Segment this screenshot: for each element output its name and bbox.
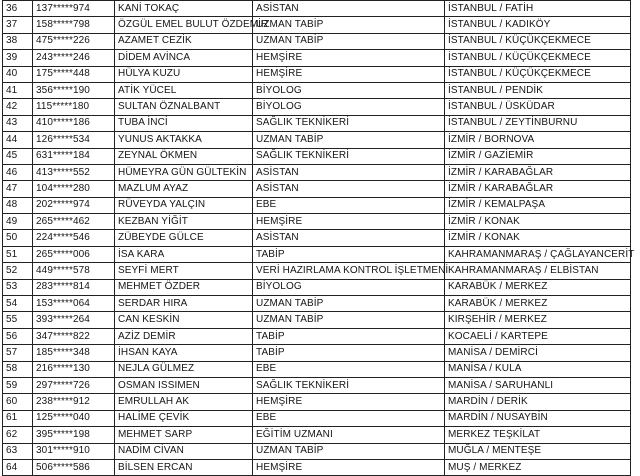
id-number-cell: 356*****190 — [33, 82, 115, 98]
personnel-table — [2, 0, 635, 476]
full-name-cell: KANİ TOKAÇ — [115, 1, 253, 17]
id-number-cell: 185*****348 — [33, 345, 115, 361]
row-number-cell: 58 — [3, 361, 33, 377]
location-cell: MARDİN / NUSAYBİN — [445, 410, 631, 426]
job-title-cell: HEMŞİRE — [253, 66, 445, 82]
id-number-cell: 158*****798 — [33, 17, 115, 33]
job-title-cell: EBE — [253, 197, 445, 213]
table-row — [3, 82, 631, 98]
location-cell: İSTANBUL / PENDİK — [445, 82, 631, 98]
table-row — [3, 50, 631, 66]
full-name-cell: DİDEM AVİNCA — [115, 50, 253, 66]
job-title-cell: SAĞLIK TEKNİKERİ — [253, 377, 445, 393]
row-number-cell: 40 — [3, 66, 33, 82]
location-cell: MUĞLA / MENTEŞE — [445, 443, 631, 459]
id-number-cell: 413*****552 — [33, 164, 115, 180]
table-row — [3, 312, 631, 328]
job-title-cell: BİYOLOG — [253, 82, 445, 98]
job-title-cell: UZMAN TABİP — [253, 296, 445, 312]
full-name-cell: NEJLA GÜLMEZ — [115, 361, 253, 377]
job-title-cell: HEMŞİRE — [253, 394, 445, 410]
table-row — [3, 394, 631, 410]
full-name-cell: SERDAR HIRA — [115, 296, 253, 312]
job-title-cell: SAĞLIK TEKNİKERİ — [253, 115, 445, 131]
table-row — [3, 115, 631, 131]
id-number-cell: 449*****578 — [33, 263, 115, 279]
table-row — [3, 443, 631, 459]
table-row — [3, 410, 631, 426]
location-cell: KIRŞEHİR / MERKEZ — [445, 312, 631, 328]
location-cell: MANİSA / DEMİRCİ — [445, 345, 631, 361]
full-name-cell: BİLSEN ERCAN — [115, 459, 253, 475]
id-number-cell: 265*****462 — [33, 214, 115, 230]
job-title-cell: VERİ HAZIRLAMA KONTROL İŞLETMENİ — [253, 263, 445, 279]
full-name-cell: SEYFİ MERT — [115, 263, 253, 279]
id-number-cell: 224*****546 — [33, 230, 115, 246]
id-number-cell: 137*****974 — [33, 1, 115, 17]
row-number-cell: 43 — [3, 115, 33, 131]
location-cell: İSTANBUL / KÜÇÜKÇEKMECE — [445, 66, 631, 82]
id-number-cell: 126*****534 — [33, 132, 115, 148]
full-name-cell: KEZBAN YİĞİT — [115, 214, 253, 230]
full-name-cell: AZİZ DEMİR — [115, 328, 253, 344]
full-name-cell: İHSAN KAYA — [115, 345, 253, 361]
row-number-cell: 47 — [3, 181, 33, 197]
row-number-cell: 60 — [3, 394, 33, 410]
location-cell: İSTANBUL / ÜSKÜDAR — [445, 99, 631, 115]
location-cell: İSTANBUL / KÜÇÜKÇEKMECE — [445, 33, 631, 49]
table-row — [3, 230, 631, 246]
id-number-cell: 104*****280 — [33, 181, 115, 197]
id-number-cell: 216*****130 — [33, 361, 115, 377]
row-number-cell: 42 — [3, 99, 33, 115]
id-number-cell: 265*****006 — [33, 246, 115, 262]
row-number-cell: 61 — [3, 410, 33, 426]
table-row — [3, 427, 631, 443]
table-row — [3, 459, 631, 475]
id-number-cell: 395*****198 — [33, 427, 115, 443]
table-row — [3, 263, 631, 279]
location-cell: İSTANBUL / KÜÇÜKÇEKMECE — [445, 50, 631, 66]
full-name-cell: AZAMET CEZİK — [115, 33, 253, 49]
location-cell: KAHRAMANMARAŞ / ÇAĞLAYANCERİT — [445, 246, 631, 262]
full-name-cell: MEHMET ÖZDER — [115, 279, 253, 295]
table-row — [3, 164, 631, 180]
full-name-cell: OSMAN ISSIMEN — [115, 377, 253, 393]
full-name-cell: ZEYNAL ÖKMEN — [115, 148, 253, 164]
job-title-cell: EBE — [253, 361, 445, 377]
job-title-cell: ASİSTAN — [253, 1, 445, 17]
table-row — [3, 148, 631, 164]
location-cell: MANİSA / SARUHANLI — [445, 377, 631, 393]
id-number-cell: 115*****180 — [33, 99, 115, 115]
job-title-cell: HEMŞİRE — [253, 214, 445, 230]
location-cell: KOCAELİ / KARTEPE — [445, 328, 631, 344]
table-row — [3, 66, 631, 82]
table-row — [3, 345, 631, 361]
location-cell: İZMİR / KONAK — [445, 230, 631, 246]
id-number-cell: 475*****226 — [33, 33, 115, 49]
job-title-cell: TABİP — [253, 328, 445, 344]
table-row — [3, 296, 631, 312]
id-number-cell: 153*****064 — [33, 296, 115, 312]
location-cell: İSTANBUL / KADIKÖY — [445, 17, 631, 33]
row-number-cell: 38 — [3, 33, 33, 49]
row-number-cell: 57 — [3, 345, 33, 361]
row-number-cell: 39 — [3, 50, 33, 66]
job-title-cell: TABİP — [253, 246, 445, 262]
row-number-cell: 46 — [3, 164, 33, 180]
row-number-cell: 44 — [3, 132, 33, 148]
row-number-cell: 53 — [3, 279, 33, 295]
full-name-cell: HÜLYA KUZU — [115, 66, 253, 82]
job-title-cell: BİYOLOG — [253, 99, 445, 115]
id-number-cell: 410*****186 — [33, 115, 115, 131]
location-cell: MANİSA / KULA — [445, 361, 631, 377]
row-number-cell: 36 — [3, 1, 33, 17]
job-title-cell: UZMAN TABİP — [253, 132, 445, 148]
location-cell: İZMİR / BORNOVA — [445, 132, 631, 148]
job-title-cell: ASİSTAN — [253, 181, 445, 197]
row-number-cell: 50 — [3, 230, 33, 246]
row-number-cell: 52 — [3, 263, 33, 279]
table-row — [3, 279, 631, 295]
job-title-cell: UZMAN TABİP — [253, 312, 445, 328]
row-number-cell: 63 — [3, 443, 33, 459]
row-number-cell: 41 — [3, 82, 33, 98]
row-number-cell: 49 — [3, 214, 33, 230]
table-row — [3, 361, 631, 377]
row-number-cell: 37 — [3, 17, 33, 33]
full-name-cell: TUBA İNCİ — [115, 115, 253, 131]
row-number-cell: 59 — [3, 377, 33, 393]
job-title-cell: UZMAN TABİP — [253, 17, 445, 33]
job-title-cell: EĞİTİM UZMANI — [253, 427, 445, 443]
job-title-cell: ASİSTAN — [253, 164, 445, 180]
job-title-cell: ASİSTAN — [253, 230, 445, 246]
personnel-table-body — [3, 1, 635, 476]
table-row — [3, 17, 631, 33]
row-number-cell: 62 — [3, 427, 33, 443]
location-cell: İSTANBUL / ZEYTİNBURNU — [445, 115, 631, 131]
job-title-cell: HEMŞİRE — [253, 459, 445, 475]
row-number-cell: 55 — [3, 312, 33, 328]
job-title-cell: HEMŞİRE — [253, 50, 445, 66]
row-number-cell: 51 — [3, 246, 33, 262]
table-row — [3, 246, 631, 262]
location-cell: İZMİR / KEMALPAŞA — [445, 197, 631, 213]
document-page — [2, 0, 638, 473]
full-name-cell: İSA KARA — [115, 246, 253, 262]
full-name-cell: ZÜBEYDE GÜLCE — [115, 230, 253, 246]
full-name-cell: SULTAN ÖZNALBANT — [115, 99, 253, 115]
table-row — [3, 99, 631, 115]
job-title-cell: SAĞLIK TEKNİKERİ — [253, 148, 445, 164]
id-number-cell: 238*****912 — [33, 394, 115, 410]
full-name-cell: HALİME ÇEVİK — [115, 410, 253, 426]
id-number-cell: 125*****040 — [33, 410, 115, 426]
location-cell: İZMİR / KARABAĞLAR — [445, 164, 631, 180]
full-name-cell: MEHMET SARP — [115, 427, 253, 443]
location-cell: İSTANBUL / FATİH — [445, 1, 631, 17]
location-cell: MERKEZ TEŞKİLAT — [445, 427, 631, 443]
table-row — [3, 197, 631, 213]
row-number-cell: 54 — [3, 296, 33, 312]
row-number-cell: 48 — [3, 197, 33, 213]
full-name-cell: RÜVEYDA YALÇIN — [115, 197, 253, 213]
job-title-cell: UZMAN TABİP — [253, 33, 445, 49]
table-row — [3, 132, 631, 148]
full-name-cell: NADİM CİVAN — [115, 443, 253, 459]
full-name-cell: MAZLUM AYAZ — [115, 181, 253, 197]
table-row — [3, 328, 631, 344]
row-number-cell: 64 — [3, 459, 33, 475]
location-cell: İZMİR / KARABAĞLAR — [445, 181, 631, 197]
full-name-cell: EMRULLAH AK — [115, 394, 253, 410]
job-title-cell: EBE — [253, 410, 445, 426]
full-name-cell: YUNUS AKTAKKA — [115, 132, 253, 148]
table-row — [3, 33, 631, 49]
full-name-cell: HÜMEYRA GÜN GÜLTEKİN — [115, 164, 253, 180]
full-name-cell: CAN KESKİN — [115, 312, 253, 328]
id-number-cell: 301*****910 — [33, 443, 115, 459]
id-number-cell: 175*****448 — [33, 66, 115, 82]
id-number-cell: 243*****246 — [33, 50, 115, 66]
id-number-cell: 202*****974 — [33, 197, 115, 213]
location-cell: İZMİR / GAZİEMİR — [445, 148, 631, 164]
row-number-cell: 56 — [3, 328, 33, 344]
id-number-cell: 283*****814 — [33, 279, 115, 295]
id-number-cell: 347*****822 — [33, 328, 115, 344]
id-number-cell: 506*****586 — [33, 459, 115, 475]
id-number-cell: 631*****184 — [33, 148, 115, 164]
location-cell: MUŞ / MERKEZ — [445, 459, 631, 475]
table-row — [3, 181, 631, 197]
row-number-cell: 45 — [3, 148, 33, 164]
full-name-cell: ATİK YÜCEL — [115, 82, 253, 98]
table-row — [3, 214, 631, 230]
location-cell: KARABÜK / MERKEZ — [445, 279, 631, 295]
full-name-cell: ÖZGÜL EMEL BULUT ÖZDEMİR — [115, 17, 253, 33]
table-row — [3, 377, 631, 393]
table-row — [3, 1, 631, 17]
location-cell: İZMİR / KONAK — [445, 214, 631, 230]
location-cell: KAHRAMANMARAŞ / ELBİSTAN — [445, 263, 631, 279]
job-title-cell: TABİP — [253, 345, 445, 361]
id-number-cell: 297*****726 — [33, 377, 115, 393]
job-title-cell: UZMAN TABİP — [253, 443, 445, 459]
job-title-cell: BİYOLOG — [253, 279, 445, 295]
location-cell: MARDİN / DERİK — [445, 394, 631, 410]
location-cell: KARABÜK / MERKEZ — [445, 296, 631, 312]
id-number-cell: 393*****264 — [33, 312, 115, 328]
